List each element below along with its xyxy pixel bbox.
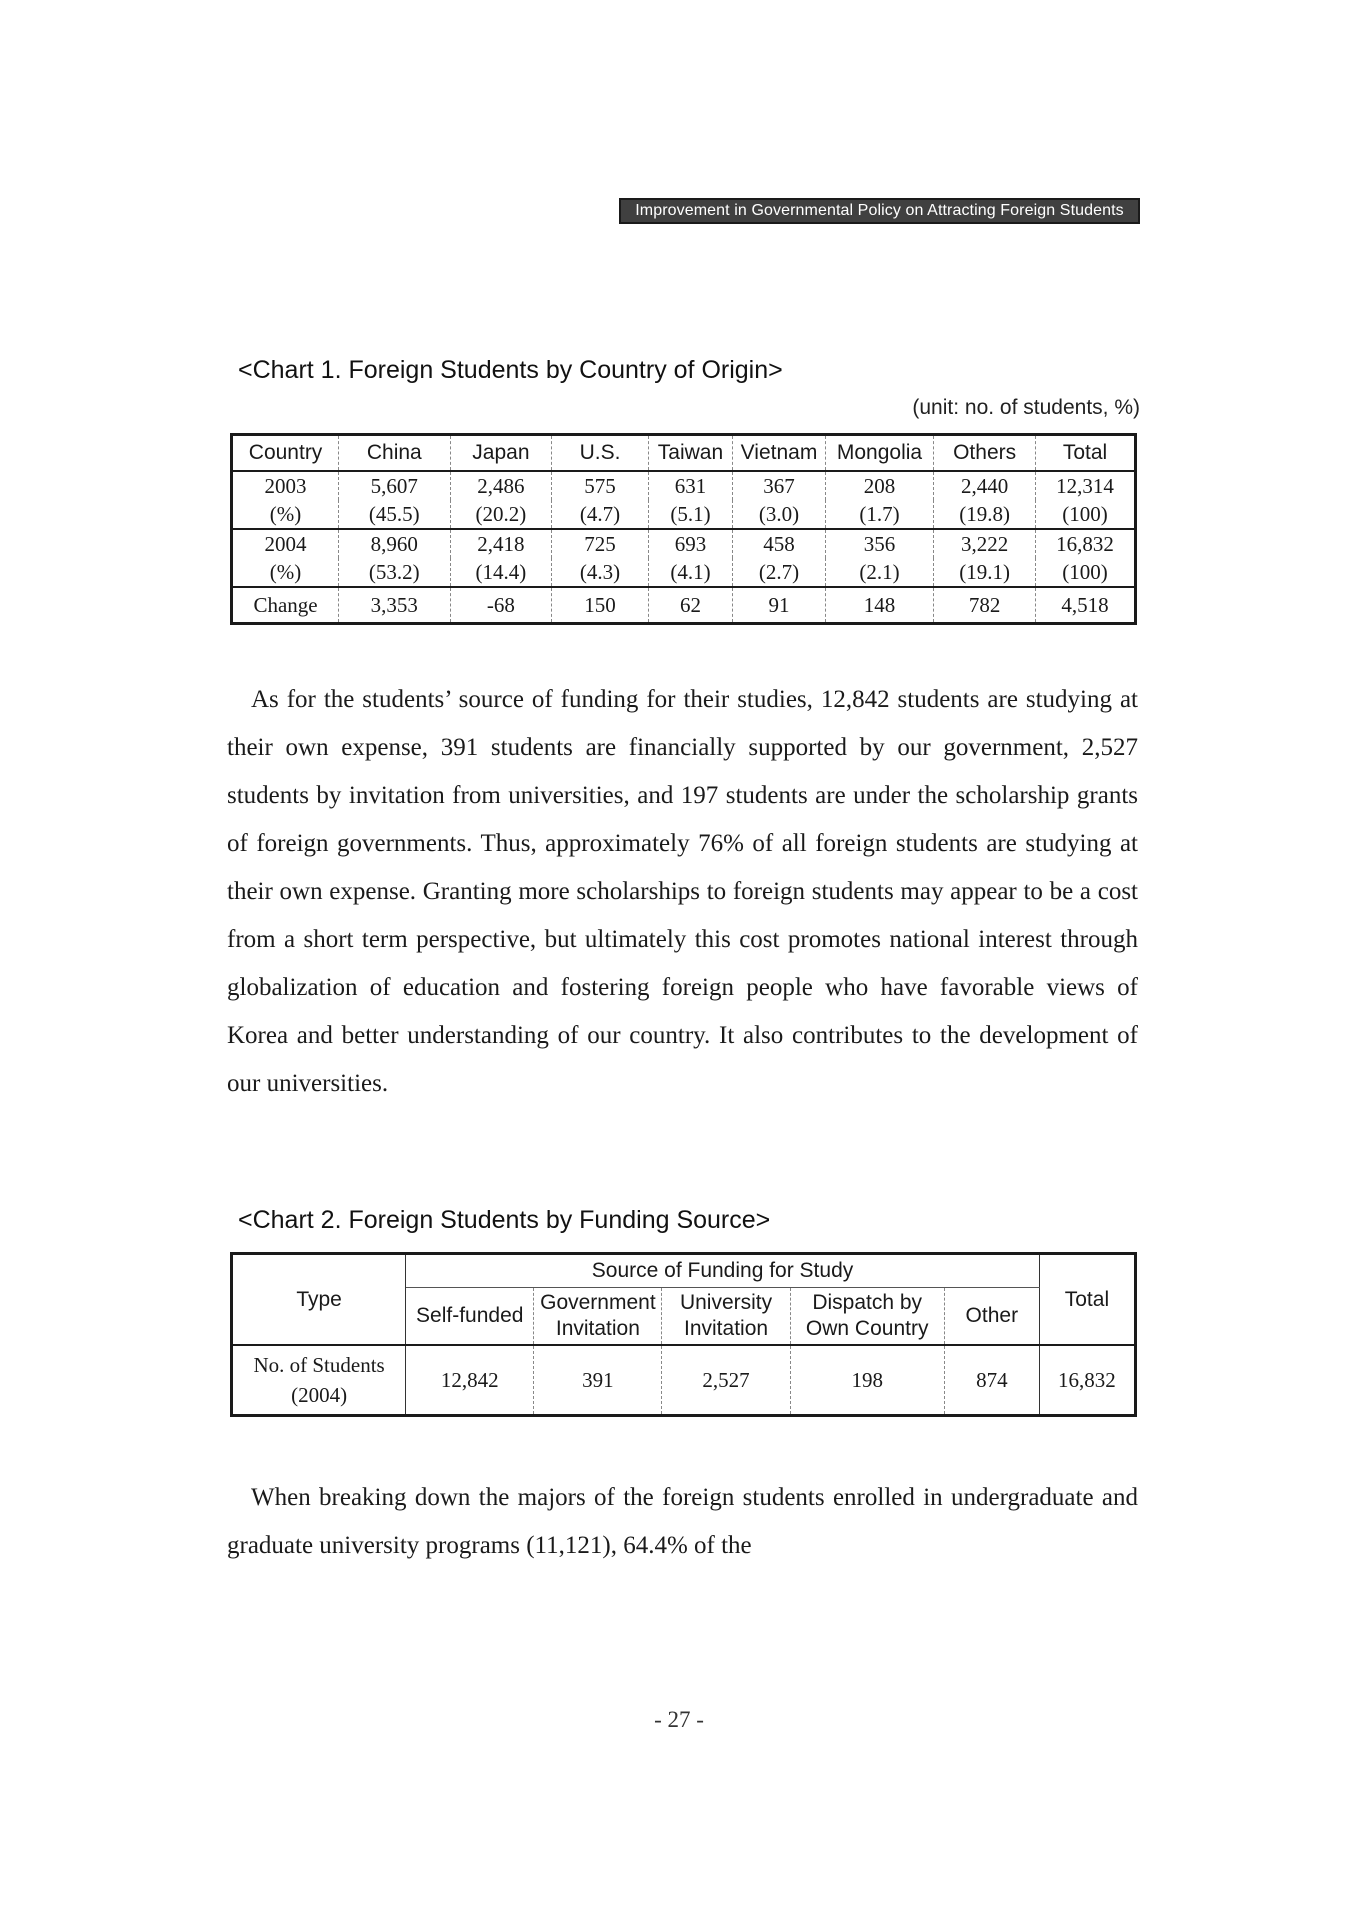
table-cell: 458 (733, 529, 826, 558)
row-label-line: (2004) (291, 1383, 348, 1407)
table-cell: 150 (552, 587, 648, 624)
table-row (232, 529, 1136, 558)
table-cell: 4,518 (1036, 587, 1136, 624)
table-cell: 782 (934, 587, 1036, 624)
table-cell: (1.7) (825, 500, 933, 529)
table-row (232, 471, 1136, 500)
col-header: Country (232, 435, 339, 472)
col-header: Vietnam (733, 435, 826, 472)
table-cell: (%) (232, 500, 339, 529)
col-header: Japan (450, 435, 552, 472)
table-cell: (5.1) (648, 500, 732, 529)
table-row (232, 500, 1136, 529)
type-header: Type (232, 1254, 406, 1346)
chart1-table (230, 433, 1137, 625)
table-cell: (19.8) (934, 500, 1036, 529)
table-cell: 391 (534, 1345, 662, 1416)
table-cell: (100) (1036, 558, 1136, 587)
col-header: University Invitation (662, 1288, 790, 1346)
table-cell: (2.7) (733, 558, 826, 587)
table-row (232, 587, 1136, 624)
table-cell: 208 (825, 471, 933, 500)
total-header: Total (1039, 1254, 1135, 1346)
table-cell: 2,440 (934, 471, 1036, 500)
col-header: Taiwan (648, 435, 732, 472)
table-cell: 631 (648, 471, 732, 500)
paragraph-text: As for the students’ source of funding for their studies, 12,842 students are studying at their own expense, 391 students are financially supported by our government, 2,527 students by invitation from universities, and 197 students are under the scholarship grants of foreign governments. Thus, approximately 76% of all foreign students are studying at their own expense. Granting more scholarships to foreign students may appear to be a cost from a short term perspective, but ultimately this cost promotes national interest through globalization of education and fostering foreign people who have favorable views of Korea and better understanding of our country. It also contributes to the development of our universities. (227, 686, 1138, 1097)
table-cell: (4.1) (648, 558, 732, 587)
chart1-header-row (232, 435, 1136, 472)
chart2-table (230, 1252, 1137, 1417)
table-cell: 5,607 (339, 471, 450, 500)
col-header: Self-funded (406, 1288, 534, 1346)
table-cell: 2,527 (662, 1345, 790, 1416)
chart2-title: <Chart 2. Foreign Students by Funding Source> (238, 1206, 771, 1234)
table-cell: 2,418 (450, 529, 552, 558)
table-cell: 693 (648, 529, 732, 558)
running-header: Improvement in Governmental Policy on Attracting Foreign Students (619, 198, 1140, 224)
table-cell: (2.1) (825, 558, 933, 587)
table-cell: 367 (733, 471, 826, 500)
row-label (232, 1345, 406, 1416)
funding-group-header: Source of Funding for Study (406, 1254, 1040, 1288)
table-cell: (45.5) (339, 500, 450, 529)
table-cell: Change (232, 587, 339, 624)
table-cell: 2004 (232, 529, 339, 558)
table-cell: 3,222 (934, 529, 1036, 558)
col-header: Mongolia (825, 435, 933, 472)
table-cell: 16,832 (1036, 529, 1136, 558)
table-cell: 725 (552, 529, 648, 558)
table-row (232, 558, 1136, 587)
table-cell: 575 (552, 471, 648, 500)
table-cell: 62 (648, 587, 732, 624)
table-cell: (20.2) (450, 500, 552, 529)
table-cell: 8,960 (339, 529, 450, 558)
table-cell: 16,832 (1039, 1345, 1135, 1416)
table-cell: (3.0) (733, 500, 826, 529)
col-header: Total (1036, 435, 1136, 472)
col-header: Government Invitation (534, 1288, 662, 1346)
col-header: U.S. (552, 435, 648, 472)
table-cell: (53.2) (339, 558, 450, 587)
table-cell: (4.3) (552, 558, 648, 587)
row-label-line: No. of Students (253, 1353, 385, 1377)
body-paragraph (227, 676, 1138, 1108)
paragraph-text: When breaking down the majors of the foreign students enrolled in undergraduate and graduate university programs (11,121), 64.4% of the (227, 1484, 1138, 1559)
table-cell: 12,842 (440, 1368, 499, 1392)
table-row (232, 1345, 1136, 1416)
col-header: China (339, 435, 450, 472)
col-header: Others (934, 435, 1036, 472)
col-header: Other (944, 1288, 1039, 1346)
chart1-unit-note: (unit: no. of students, %) (912, 396, 1140, 419)
table-cell: (14.4) (450, 558, 552, 587)
table-cell: 2,486 (450, 471, 552, 500)
table-cell: (%) (232, 558, 339, 587)
body-paragraph (227, 1474, 1138, 1570)
table-cell: -68 (450, 587, 552, 624)
table-cell: 3,353 (339, 587, 450, 624)
table-cell: 198 (790, 1345, 944, 1416)
table-cell: (100) (1036, 500, 1136, 529)
table-cell: 12,314 (1036, 471, 1136, 500)
col-header: Dispatch by Own Country (790, 1288, 944, 1346)
table-cell: 356 (825, 529, 933, 558)
page-number: - 27 - (654, 1707, 704, 1732)
table-cell: (19.1) (934, 558, 1036, 587)
table-cell: 91 (733, 587, 826, 624)
table-cell: 2003 (232, 471, 339, 500)
table-cell: (4.7) (552, 500, 648, 529)
chart1-title: <Chart 1. Foreign Students by Country of Origin> (238, 356, 783, 384)
table-cell: 148 (825, 587, 933, 624)
table-cell: 874 (944, 1345, 1039, 1416)
